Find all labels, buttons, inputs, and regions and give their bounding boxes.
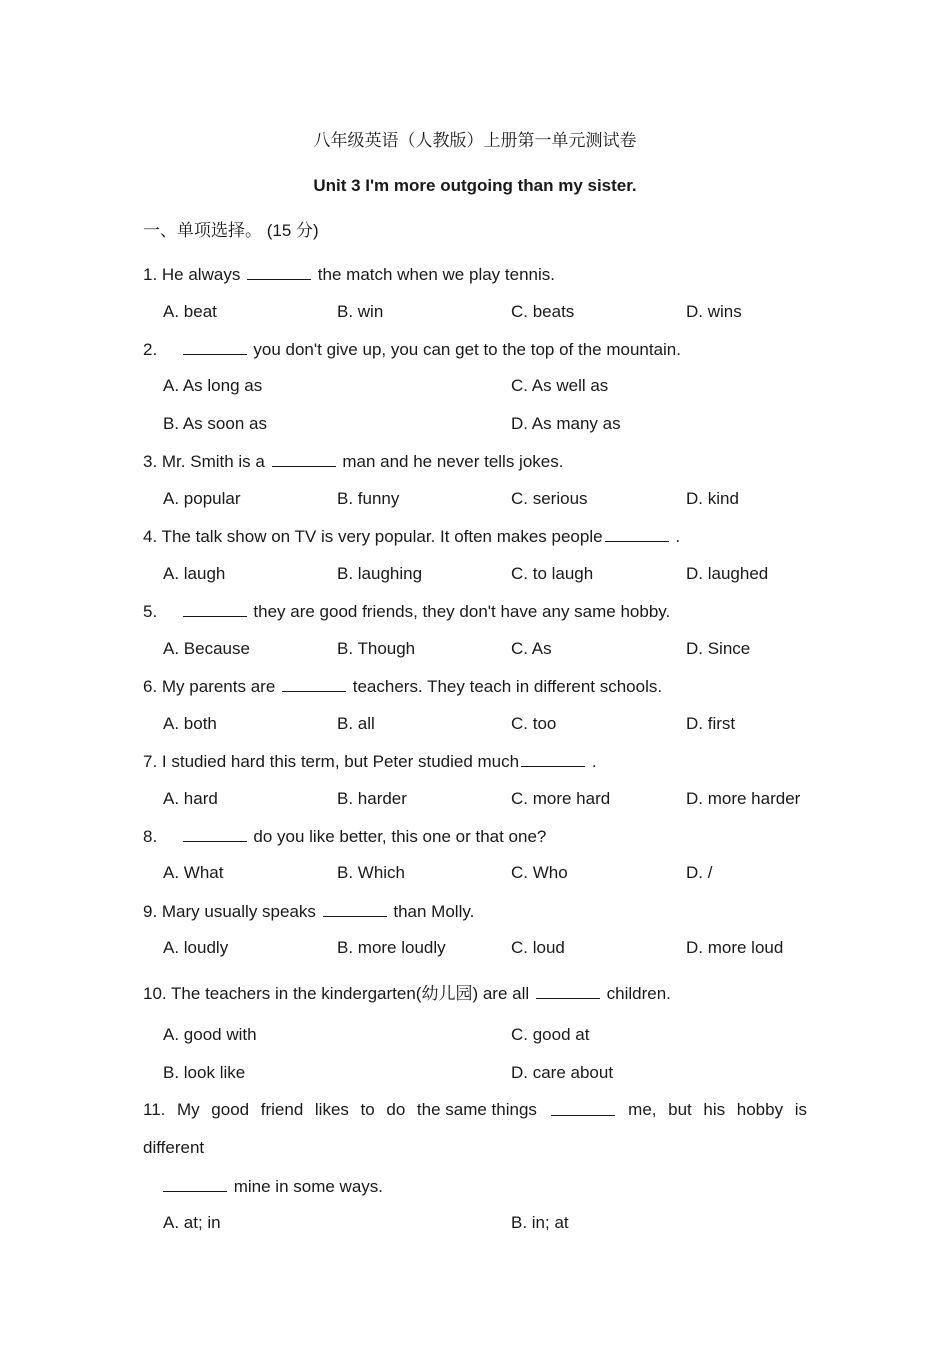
option-4d: D. laughed [686, 564, 769, 583]
option-1d: D. wins [686, 302, 742, 321]
option-3d: D. kind [686, 489, 739, 508]
option-6d: D. first [686, 714, 736, 733]
question-11: 11. My good friend likes to do the same things me, but his hobby is [143, 1100, 807, 1119]
answer-blank [323, 902, 387, 917]
option-7a: A. hard [163, 789, 218, 808]
answer-blank [183, 340, 247, 355]
section-heading: 一、单项选择。 (15 分) [143, 221, 319, 240]
answer-blank [282, 677, 346, 692]
answer-blank [521, 752, 585, 767]
option-1a: A. beat [163, 302, 217, 321]
option-4a: A. laugh [163, 564, 226, 583]
option-4c: C. to laugh [511, 564, 594, 583]
question-2: 2. you don't give up, you can get to the top of the mountain. [143, 340, 681, 359]
option-3c: C. serious [511, 489, 588, 508]
question-11-line3: mine in some ways. [163, 1177, 383, 1195]
page-title-chinese: 八年级英语（人教版）上册第一单元测试卷 [313, 131, 637, 151]
option-5b: B. Though [337, 639, 416, 658]
option-10b: B. look like [163, 1063, 246, 1082]
option-11b: B. in; at [511, 1213, 569, 1232]
answer-blank [551, 1101, 615, 1116]
option-5a: A. Because [163, 639, 250, 658]
question-5: 5. they are good friends, they don't have any same hobby. [143, 602, 671, 621]
option-5c: C. As [511, 639, 552, 658]
question-7: 7. I studied hard this term, but Peter studied much . [143, 752, 597, 771]
answer-blank [272, 452, 336, 467]
option-4b: B. laughing [337, 564, 423, 583]
answer-blank [247, 265, 311, 280]
answer-blank [536, 984, 600, 999]
option-6b: B. all [337, 714, 375, 733]
option-2d: D. As many as [511, 414, 621, 433]
option-7d: D. more harder [686, 789, 801, 808]
option-8c: C. Who [511, 863, 568, 882]
option-8b: B. Which [337, 863, 406, 882]
answer-blank [605, 527, 669, 542]
question-6: 6. My parents are teachers. They teach in different schools. [143, 677, 663, 696]
option-2b: B. As soon as [163, 414, 267, 433]
option-3b: B. funny [337, 489, 400, 508]
option-11a: A. at; in [163, 1213, 221, 1232]
answer-blank [183, 827, 247, 842]
unit-title: Unit 3 I'm more outgoing than my sister. [313, 176, 637, 195]
question-9: 9. Mary usually speaks than Molly. [143, 902, 475, 921]
option-3a: A. popular [163, 489, 241, 508]
option-2c: C. As well as [511, 376, 609, 395]
question-1: 1. He always the match when we play tennis. [143, 265, 555, 284]
option-7c: C. more hard [511, 789, 611, 808]
option-8a: A. What [163, 863, 224, 882]
answer-blank [183, 602, 247, 617]
option-6c: C. too [511, 714, 557, 733]
option-7b: B. harder [337, 789, 407, 808]
question-4: 4. The talk show on TV is very popular. It often makes people . [143, 527, 681, 546]
question-3: 3. Mr. Smith is a man and he never tells jokes. [143, 452, 564, 471]
question-11-line2: different [143, 1138, 205, 1157]
option-5d: D. Since [686, 639, 751, 658]
option-1c: C. beats [511, 302, 575, 321]
option-1b: B. win [337, 302, 384, 321]
option-9c: C. loud [511, 938, 565, 957]
question-10: 10. The teachers in the kindergarten(幼儿园) are all children. [143, 984, 671, 1004]
answer-blank [163, 1177, 227, 1192]
option-2a: A. As long as [163, 376, 263, 395]
option-10d: D. care about [511, 1063, 614, 1082]
option-8d: D. / [686, 863, 713, 882]
option-9a: A. loudly [163, 938, 229, 957]
option-9d: D. more loud [686, 938, 784, 957]
option-10c: C. good at [511, 1025, 590, 1044]
option-6a: A. both [163, 714, 217, 733]
option-9b: B. more loudly [337, 938, 446, 957]
option-10a: A. good with [163, 1025, 257, 1044]
question-8: 8. do you like better, this one or that one? [143, 827, 547, 846]
